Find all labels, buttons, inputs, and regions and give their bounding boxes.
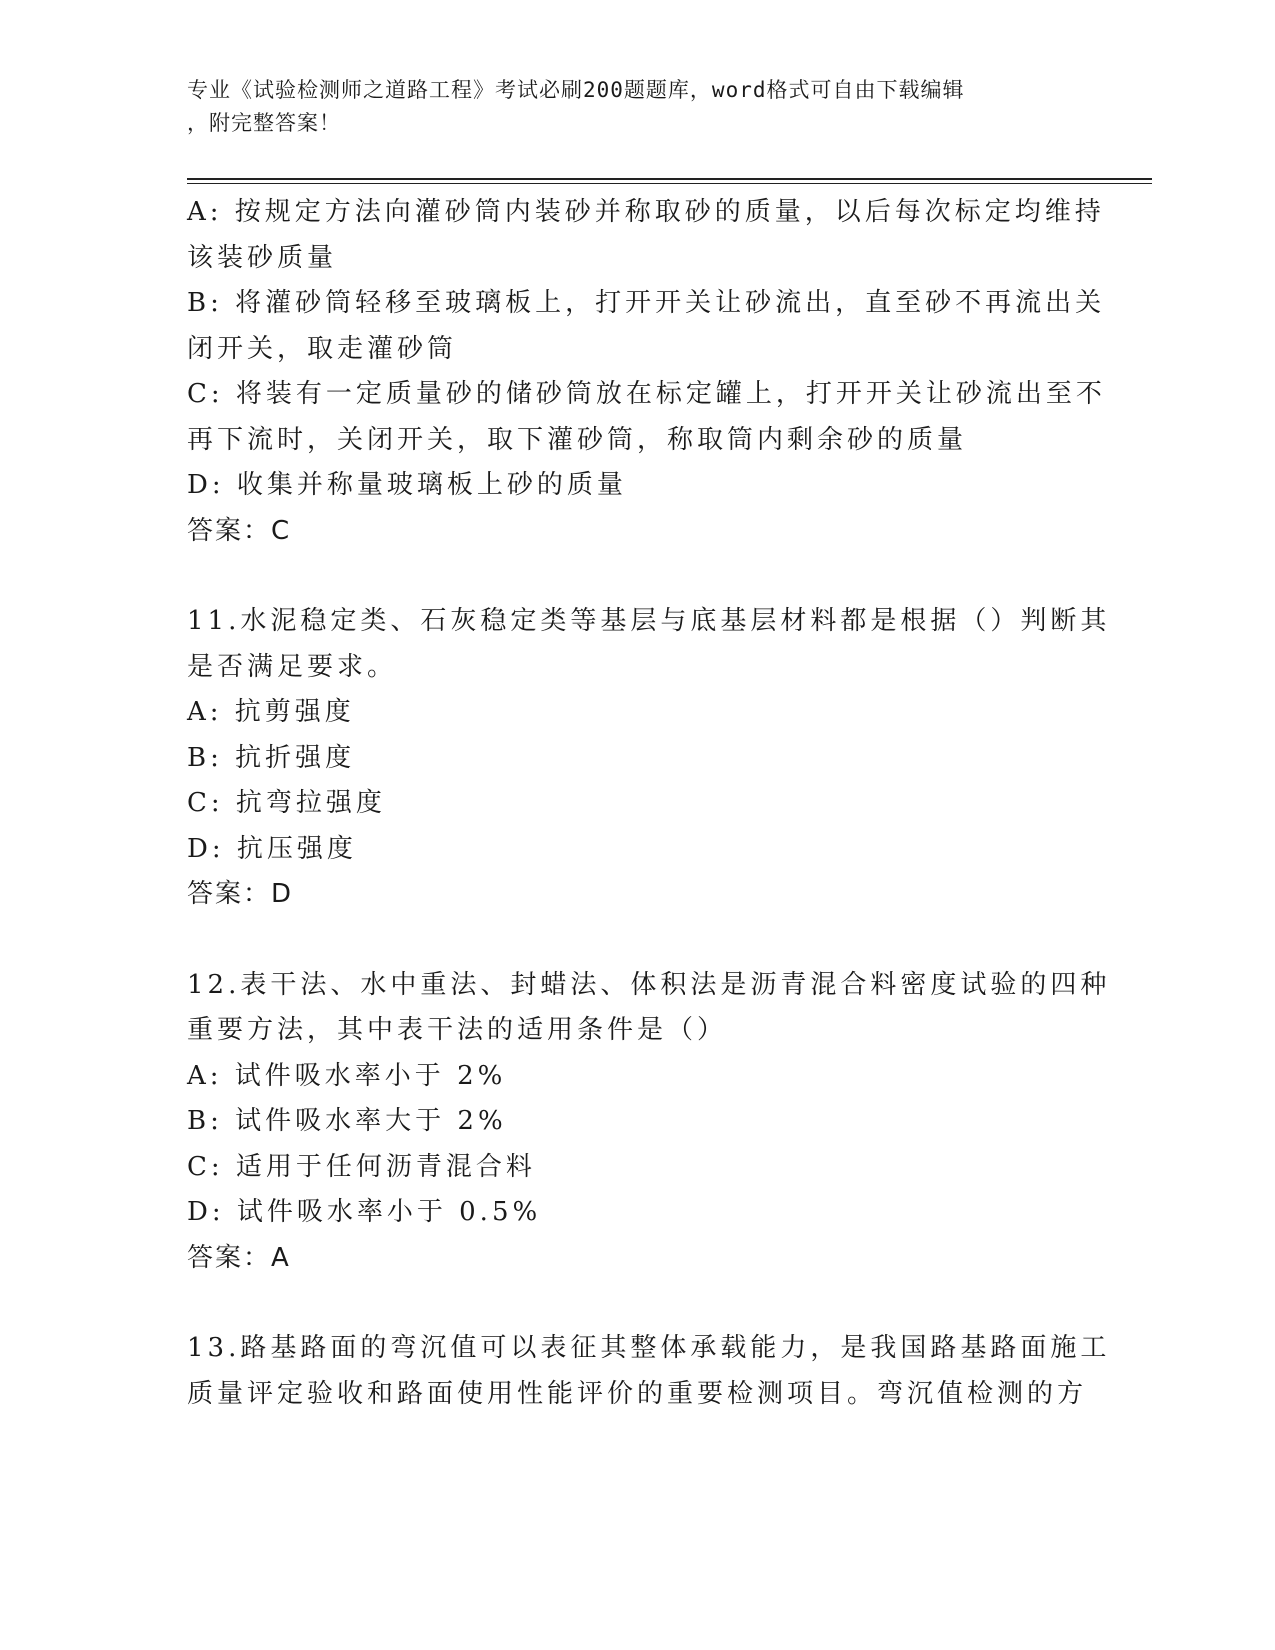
option-b-line-2: 闭开关，取走灌砂筒 (187, 333, 458, 364)
document-body (187, 190, 1111, 1417)
answer-line: 答案：C (187, 515, 292, 546)
document-header (187, 74, 1067, 140)
question-stem-line-1: 12.表干法、水中重法、封蜡法、体积法是沥青混合料密度试验的四种 (187, 969, 1111, 1000)
header-rule-thin (187, 183, 1152, 184)
option-b: B: 抗折强度 (187, 742, 356, 773)
option-d: D: 收集并称量玻璃板上砂的质量 (187, 470, 627, 500)
option-c: C: 抗弯拉强度 (187, 788, 386, 818)
spacer (187, 918, 1087, 963)
answer-line: 答案：D (187, 879, 294, 909)
question-stem-line-1: 13.路基路面的弯沉值可以表征其整体承载能力，是我国路基路面施工 (187, 1333, 1111, 1363)
option-a: A: 试件吸水率小于 2% (187, 1060, 507, 1091)
header-rule-thick (187, 178, 1152, 180)
option-a-line-2: 该装砂质量 (187, 242, 338, 273)
option-c: C: 适用于任何沥青混合料 (187, 1151, 536, 1182)
question-stem-line-2: 重要方法，其中表干法的适用条件是（） (187, 1015, 728, 1045)
header-line-2: ，附完整答案！ (187, 111, 341, 135)
question-stem-line-2: 质量评定验收和路面使用性能评价的重要检测项目。弯沉值检测的方 (187, 1378, 1088, 1409)
option-a: A: 抗剪强度 (187, 697, 355, 727)
header-line-1: 专业《试验检测师之道路工程》考试必刷200题题库，word格式可自由下载编辑 (187, 78, 965, 102)
question-11 (187, 599, 1111, 918)
option-b-line-1: B: 将灌砂筒轻移至玻璃板上，打开开关让砂流出，直至砂不再流出关 (187, 288, 1106, 318)
option-a-line-1: A: 按规定方法向灌砂筒内装砂并称取砂的质量，以后每次标定均维持 (187, 197, 1105, 227)
question-12 (187, 963, 1111, 1282)
question-10-options (187, 190, 1106, 554)
option-d: D: 抗压强度 (187, 833, 357, 864)
option-c-line-2: 再下流时，关闭开关，取下灌砂筒，称取筒内剩余砂的质量 (187, 424, 968, 455)
option-c-line-1: C: 将装有一定质量砂的储砂筒放在标定罐上，打开开关让砂流出至不 (187, 379, 1106, 409)
question-stem-line-1: 11.水泥稳定类、石灰稳定类等基层与底基层材料都是根据（）判断其 (187, 606, 1111, 636)
spacer (187, 554, 1087, 599)
spacer (187, 1281, 1087, 1326)
option-d: D: 试件吸水率小于 0.5% (187, 1197, 542, 1227)
question-13 (187, 1326, 1111, 1417)
option-b: B: 试件吸水率大于 2% (187, 1106, 507, 1136)
answer-line: 答案：A (187, 1242, 291, 1273)
question-stem-line-2: 是否满足要求。 (187, 651, 398, 682)
